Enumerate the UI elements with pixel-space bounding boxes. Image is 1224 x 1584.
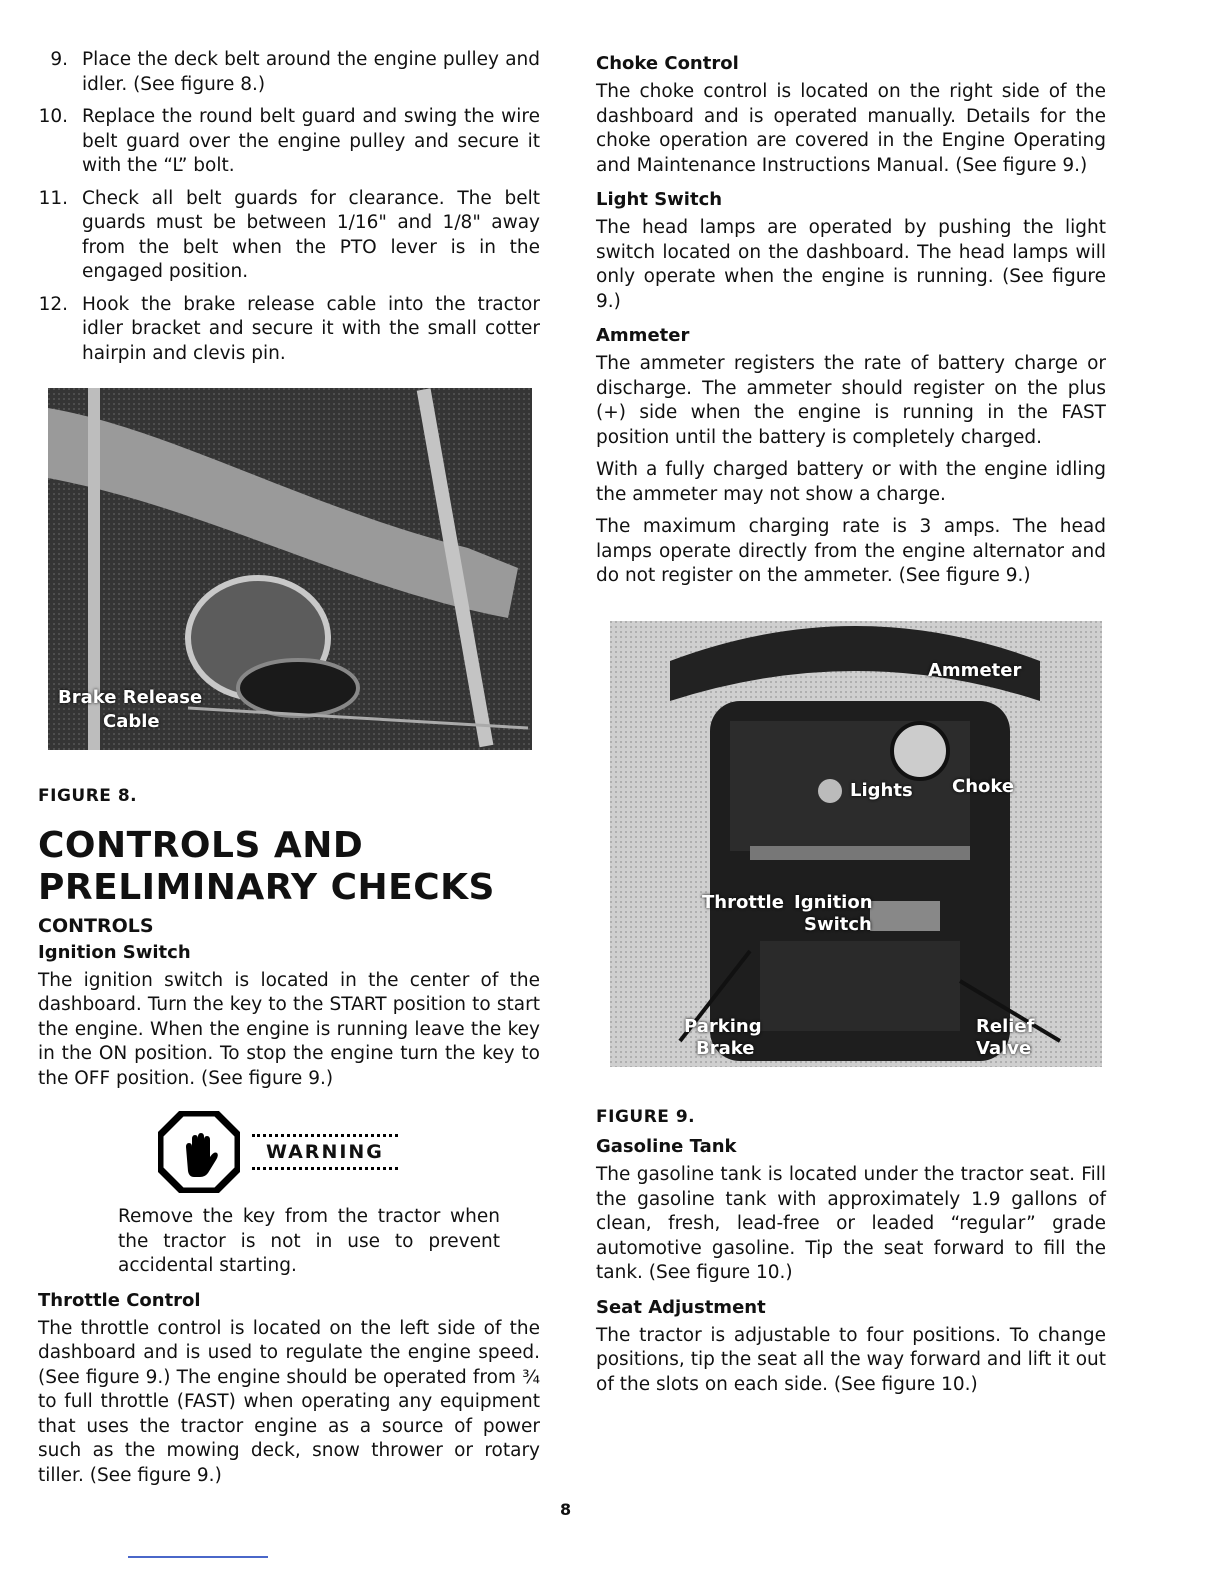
throttle-heading: Throttle Control [38,1289,201,1311]
left-column [38,40,540,1488]
throttle-text: The throttle control is located on the left side of the dashboard and is used to regulate the engine speed. (See figure 9.) The engine should be operated from ¾ to full throttle (FAST) when operating any equipment that uses the tractor engine as a source of power such as the mowing deck, snow thrower or rotary tiller. (See figure 9.) [38,1317,540,1486]
warning-box [158,1111,540,1193]
ammeter-label: Ammeter [928,659,1022,681]
page-number: 8 [560,1500,572,1519]
warning-label: WARNING [252,1134,398,1170]
right-column [596,40,1106,1397]
light-heading: Light Switch [596,189,723,210]
gas-text: The gasoline tank is located under the tractor seat. Fill the gasoline tank with approximately 1.9 gallons of clean, fresh, lead-free or leaded “regular” grade automotive gasoline. Tip the seat forward to fill the tank. (See figure 10.) [596,1164,1106,1283]
ammeter-text-1: The ammeter registers the rate of battery charge or discharge. The ammeter should register on the plus (+) side when the engine is running in the FAST position until the battery is completely charged. [596,353,1106,448]
assembly-steps [38,48,540,366]
parking-label-1: Parking [684,1015,762,1037]
choke-heading: Choke Control [596,53,739,74]
gas-heading: Gasoline Tank [596,1136,737,1157]
ammeter-text-2: With a fully charged battery or with the engine idling the ammeter may not show a charge. [596,459,1106,505]
ignition-label-2: Switch [804,913,872,935]
figure-9-caption: FIGURE 9. [596,1106,696,1127]
step-11: 11. Check all belt guards for clearance. The belt guards must be between 1/16" and 1/8" away from the belt when the PTO lever is in the engaged position. [38,187,540,282]
figure-9-photo [610,621,1102,1067]
relief-label-2: Valve [976,1037,1032,1059]
section-title-line-1: CONTROLS AND [38,824,364,866]
section-title [38,825,540,909]
choke-text: The choke control is located on the right side of the dashboard and is operated manually. Details for the choke operation are covered in the Engine Operating and Maintenance Instructions Manual. (See figure 9.) [596,81,1106,176]
choke-label: Choke [952,775,1015,797]
figure-8-photo [48,388,532,750]
section-title-line-2: PRELIMINARY CHECKS [38,866,495,908]
brake-release-label-1: Brake Release [58,687,203,708]
seat-heading: Seat Adjustment [596,1296,766,1318]
brake-release-label-2: Cable [103,711,160,732]
ammeter-text-3: The maximum charging rate is 3 amps. The head lamps operate directly from the engine alternator and do not register on the ammeter. (See figure 9.) [596,516,1106,586]
throttle-label: Throttle [702,891,784,913]
relief-label-1: Relief [976,1015,1035,1037]
parking-label-2: Brake [696,1037,755,1059]
ammeter-heading: Ammeter [596,325,690,346]
controls-heading: CONTROLS [38,914,154,937]
step-12: 12. Hook the brake release cable into the tractor idler bracket and secure it with the small cotter hairpin and clevis pin. [38,293,540,364]
lights-label: Lights [850,779,913,801]
ignition-text: The ignition switch is located in the center of the dashboard. Turn the key to the START position to start the engine. When the engine is running leave the key in the ON position. To stop the engine turn the key to the OFF position. (See figure 9.) [38,969,540,1089]
ignition-heading: Ignition Switch [38,941,191,963]
dashboard-photo-illustration [610,621,1102,1067]
footer-rule [128,1556,268,1558]
step-10: 10. Replace the round belt guard and swing the wire belt guard over the engine pulley and secure it with the “L” bolt. [38,106,540,176]
seat-text: The tractor is adjustable to four positions. To change positions, tip the seat all the way forward and lift it out of the slots on each side. (See figure 10.) [596,1324,1106,1395]
light-text: The head lamps are operated by pushing the light switch located on the dashboard. The head lamps will only operate when the engine is running. (See figure 9.) [596,217,1106,312]
ignition-label-1: Ignition [794,891,873,913]
figure-8-caption: FIGURE 8. [38,786,138,806]
stop-hand-icon [158,1111,240,1193]
warning-text: Remove the key from the tractor when the tractor is not in use to prevent accidental starting. [118,1206,500,1276]
step-9: 9. Place the deck belt around the engine pulley and idler. (See figure 8.) [50,49,540,95]
